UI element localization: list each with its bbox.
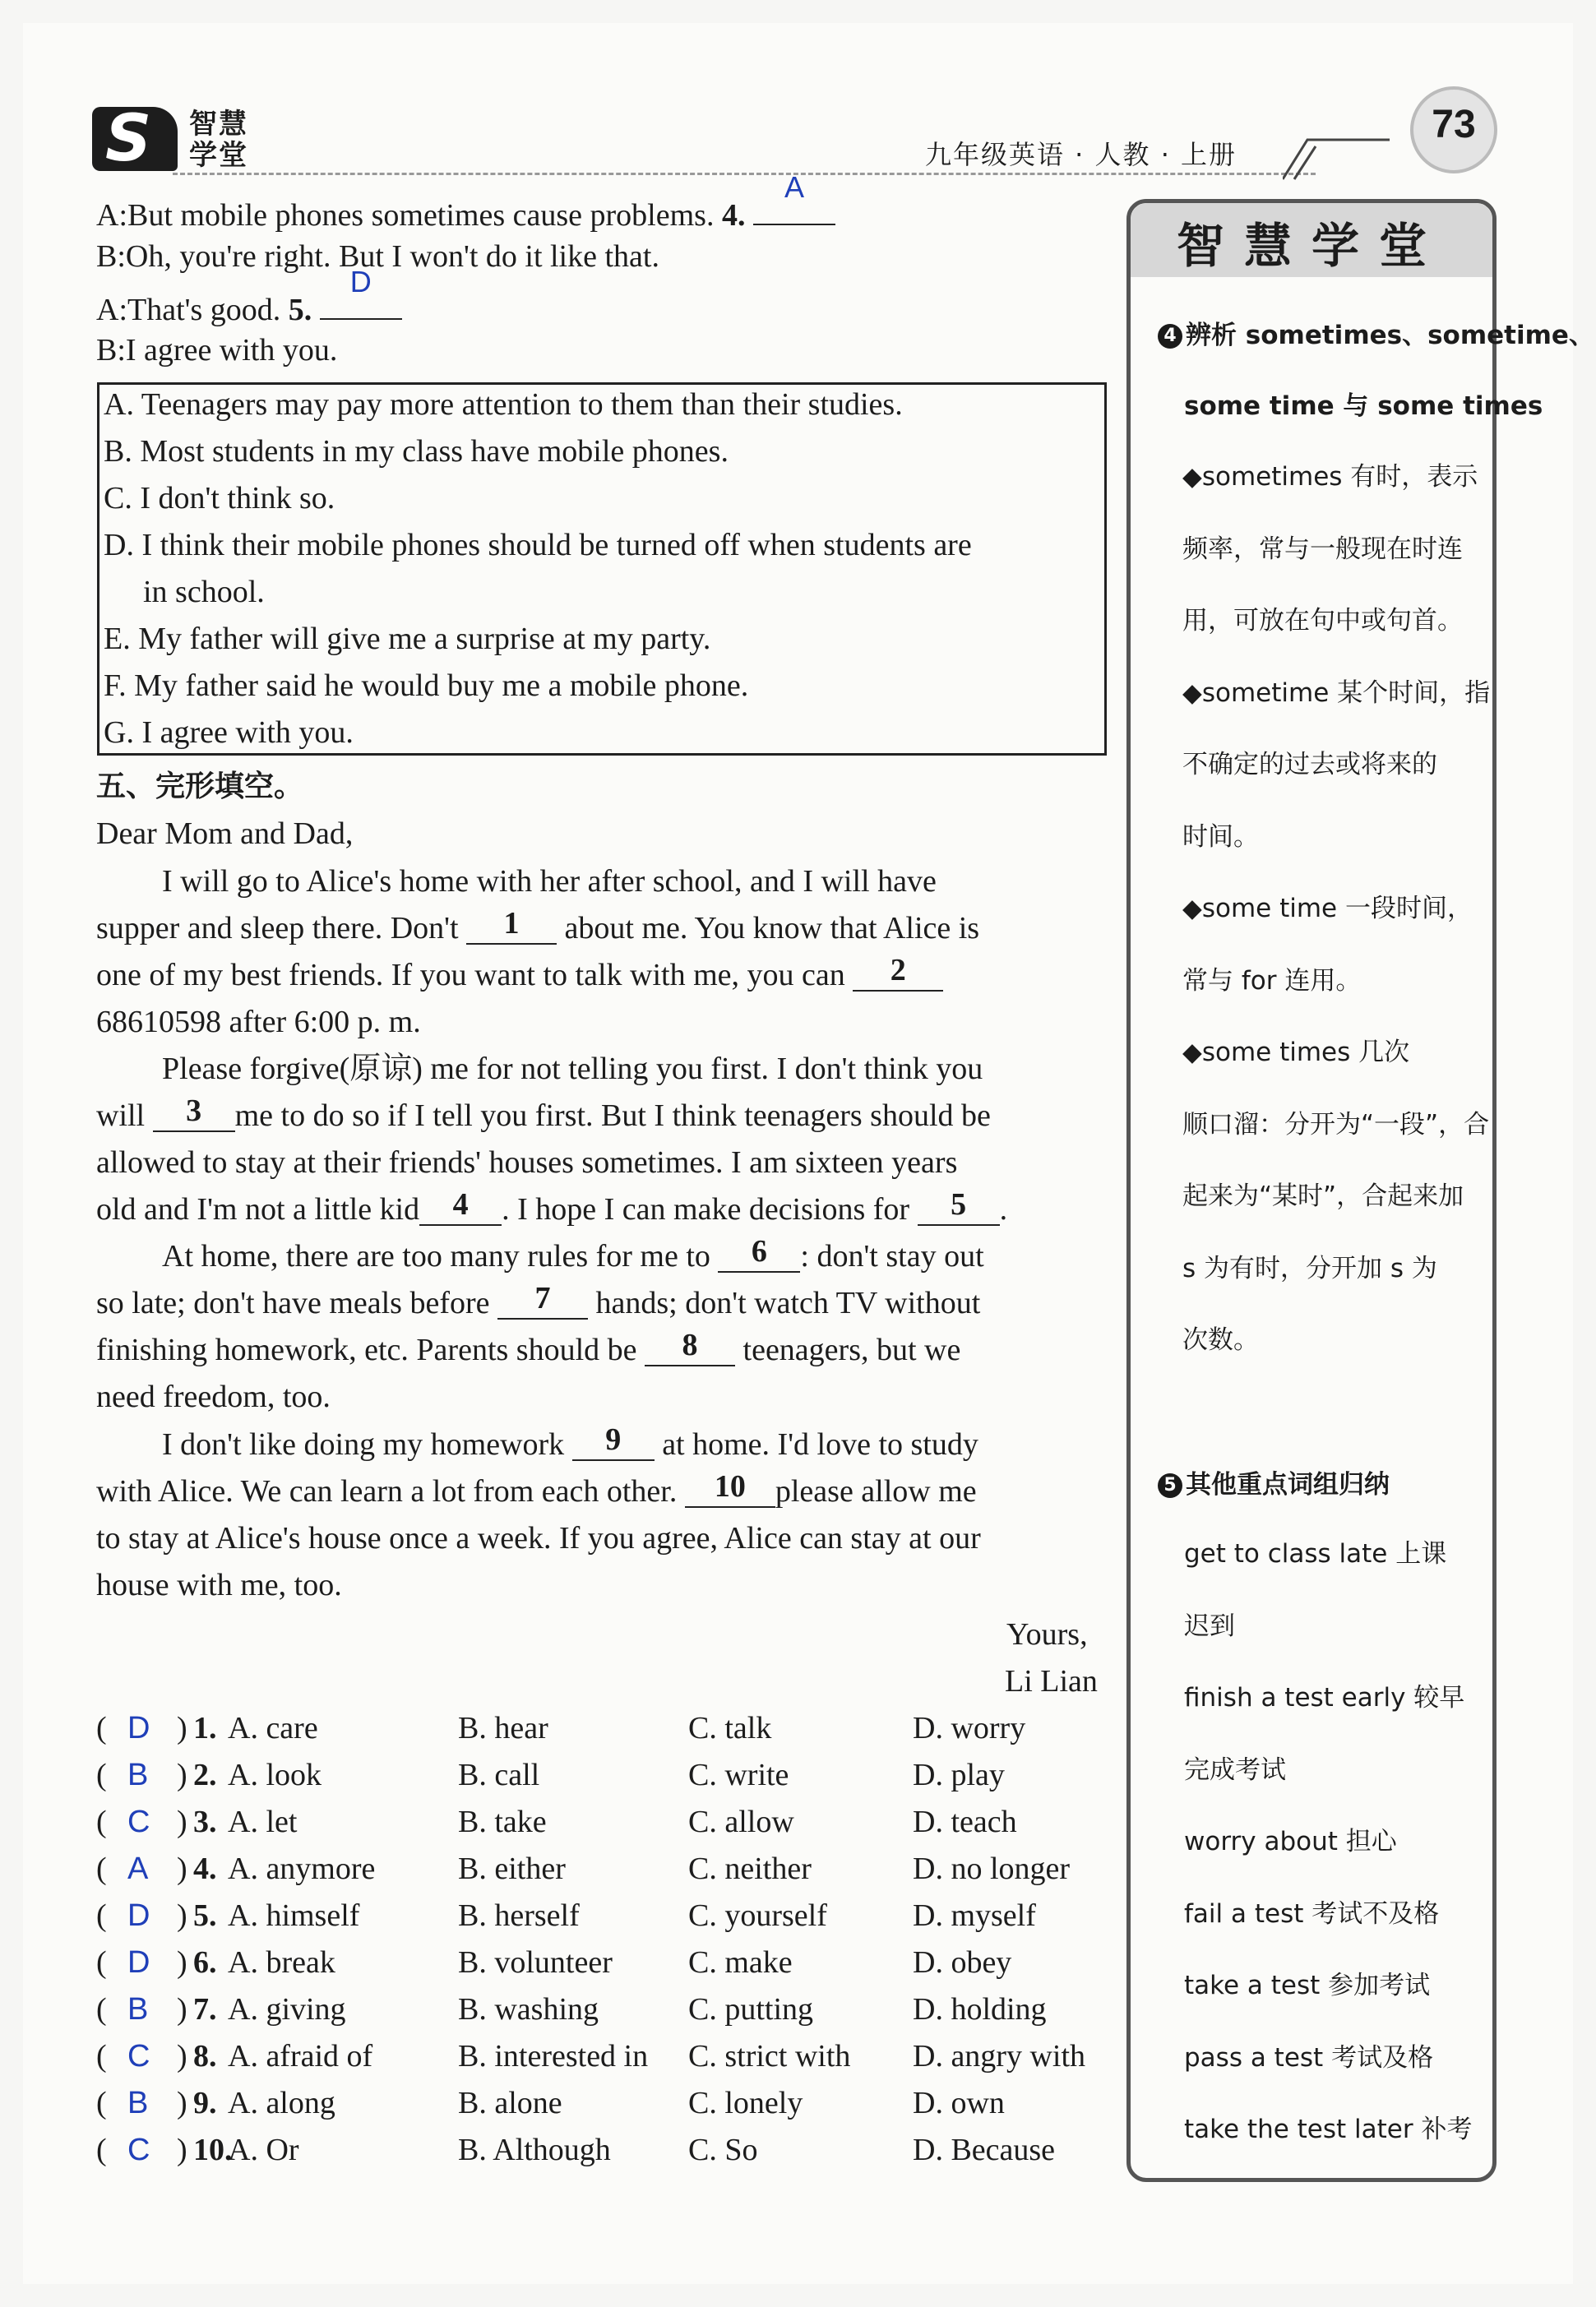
cloze-blank-7[interactable] <box>497 1281 588 1320</box>
choice-a: A. Teenagers may pay more attention to them than their studies. <box>104 387 903 422</box>
note-4-line: s 为有时，分开加 s 为 <box>1182 1253 1437 1283</box>
page-number: 73 <box>1432 103 1476 146</box>
choice-d-continued: in school. <box>143 575 265 609</box>
option-a[interactable]: A. break <box>228 1945 335 1980</box>
text: teenagers, but we <box>742 1333 961 1367</box>
option-d[interactable]: D. holding <box>913 1992 1047 2027</box>
option-a[interactable]: A. look <box>228 1758 322 1792</box>
number-marker-icon: 4 <box>1158 324 1182 349</box>
text: . I hope I can make decisions for <box>502 1192 910 1227</box>
option-b[interactable]: B. herself <box>458 1898 580 1933</box>
text: so late; don't have meals before <box>96 1286 490 1320</box>
answer-value: A <box>784 170 804 204</box>
blank-number: 2 <box>890 953 906 987</box>
option-d[interactable]: D. Because <box>913 2133 1056 2167</box>
text: I don't like doing my homework <box>162 1427 565 1462</box>
p2-line-2 <box>96 1093 991 1134</box>
option-c[interactable]: C. lonely <box>688 2086 803 2120</box>
p4-line-4: house with me, too. <box>96 1568 342 1602</box>
option-b[interactable]: B. either <box>458 1852 566 1886</box>
note-5-line: pass a test 考试及格 <box>1184 2042 1434 2073</box>
text: with Alice. We can learn a lot from each other. <box>96 1474 678 1509</box>
blank-number: 7 <box>534 1281 551 1315</box>
answer-blank-4[interactable] <box>753 170 835 225</box>
option-a[interactable]: A. along <box>228 2086 335 2120</box>
cloze-blank-8[interactable] <box>645 1328 735 1366</box>
text: about me. You know that Alice is <box>564 911 980 945</box>
bracket: ) <box>177 1852 187 1886</box>
answer-value[interactable]: A <box>127 1852 149 1886</box>
option-b[interactable]: B. alone <box>458 2086 562 2120</box>
section-title: 五、完形填空。 <box>96 770 304 803</box>
signature: Li Lian <box>1005 1664 1098 1699</box>
note-4-line: 次数。 <box>1182 1325 1259 1355</box>
bracket: ) <box>177 2086 187 2120</box>
option-b[interactable]: B. volunteer <box>458 1945 613 1980</box>
bracket: ) <box>177 1711 187 1745</box>
question-number: 4. <box>193 1852 217 1886</box>
cloze-blank-2[interactable] <box>853 953 943 992</box>
option-c[interactable]: C. So <box>688 2133 758 2167</box>
bracket: ) <box>177 1945 187 1980</box>
dialogue-line-1 <box>96 170 835 233</box>
blank-number: 4 <box>452 1187 469 1222</box>
blank-number: 10 <box>714 1469 746 1504</box>
note-5-line: take a test 参加考试 <box>1184 1971 1431 2000</box>
answer-value[interactable]: C <box>127 1805 150 1839</box>
note-5-line: 完成考试 <box>1184 1755 1286 1785</box>
bracket: ) <box>177 2133 187 2167</box>
p3-line-2 <box>96 1281 981 1321</box>
note-4-title-continued: some time 与 some times <box>1184 391 1543 421</box>
bracket: ( <box>96 2133 107 2167</box>
choice-g: G. I agree with you. <box>104 715 354 750</box>
cloze-blank-6[interactable] <box>718 1234 800 1273</box>
question-number: 7. <box>193 1992 217 2027</box>
option-d[interactable]: D. worry <box>913 1711 1026 1745</box>
option-b[interactable]: B. washing <box>458 1992 599 2027</box>
question-number: 6. <box>193 1945 217 1980</box>
note-4-line: ◆some times 几次 <box>1182 1038 1410 1067</box>
bracket: ( <box>96 2039 107 2074</box>
p1-line-1: I will go to Alice's home with her after school, and I will have <box>162 864 937 899</box>
option-c[interactable]: C. write <box>688 1758 789 1792</box>
text: at home. I'd love to study <box>662 1427 978 1462</box>
bracket: ) <box>177 2039 187 2074</box>
option-d[interactable]: D. no longer <box>913 1852 1071 1886</box>
choice-c: C. I don't think so. <box>104 481 335 515</box>
note-5-line: finish a test early 较早 <box>1184 1683 1465 1713</box>
text: please allow me <box>775 1474 977 1509</box>
bracket: ( <box>96 1758 107 1792</box>
p3-line-4: need freedom, too. <box>96 1380 331 1414</box>
option-c[interactable]: C. make <box>688 1945 793 1980</box>
answer-value: D <box>349 265 372 298</box>
p1-line-2 <box>96 906 980 946</box>
text: 辨析 sometimes、sometime、 <box>1186 321 1594 350</box>
text: . <box>999 1192 1008 1227</box>
cloze-blank-10[interactable] <box>685 1469 775 1508</box>
option-d[interactable]: D. angry with <box>913 2039 1086 2074</box>
sidebar-title: 智慧学堂 <box>1176 218 1446 274</box>
blank-number: 8 <box>682 1328 698 1362</box>
header-subject: 九年级英语 · 人教 · 上册 <box>925 139 1237 170</box>
dialogue-text: A:That's good. <box>96 293 281 327</box>
option-b[interactable]: B. call <box>458 1758 540 1792</box>
option-d[interactable]: D. play <box>913 1758 1005 1792</box>
choice-e: E. My father will give me a surprise at my party. <box>104 622 711 656</box>
option-a[interactable]: A. giving <box>228 1992 346 2027</box>
p2-line-1: Please forgive(原谅) me for not telling you first. I don't think you <box>162 1052 983 1086</box>
dialogue-text: B:Oh, you're right. But I won't do it like that. <box>96 239 659 274</box>
cloze-blank-4[interactable] <box>419 1187 502 1226</box>
bracket: ( <box>96 2086 107 2120</box>
bracket: ) <box>177 1992 187 2027</box>
question-number: 10. <box>193 2133 233 2167</box>
answer-value[interactable]: C <box>127 2133 150 2167</box>
note-4-line: 时间。 <box>1182 821 1259 852</box>
question-number: 8. <box>193 2039 217 2074</box>
question-number: 1. <box>193 1711 217 1745</box>
note-4-line: ◆sometime 某个时间，指 <box>1182 677 1491 708</box>
answer-value[interactable]: D <box>127 1711 150 1745</box>
option-c[interactable]: C. putting <box>688 1992 814 2027</box>
bracket: ( <box>96 1992 107 2027</box>
option-c[interactable]: C. talk <box>688 1711 772 1745</box>
note-5-line: get to class late 上课 <box>1184 1539 1447 1569</box>
question-number: 4. <box>721 198 746 233</box>
note-5-line: worry about 担心 <box>1184 1827 1397 1856</box>
cloze-blank-9[interactable] <box>572 1422 655 1461</box>
p4-line-1 <box>162 1422 978 1463</box>
option-a[interactable]: A. afraid of <box>228 2039 373 2074</box>
bracket: ( <box>96 1898 107 1933</box>
header-dashed-divider <box>173 173 1316 175</box>
blank-number: 6 <box>751 1234 767 1269</box>
note-4-line: ◆some time 一段时间， <box>1182 894 1473 923</box>
text: At home, there are too many rules for me to <box>162 1239 710 1274</box>
note-4-line: ◆sometimes 有时，表示 <box>1182 462 1478 492</box>
note-4-line: 常与 for 连用。 <box>1182 965 1362 996</box>
logo-text: 智慧学堂 <box>189 108 248 172</box>
bracket: ( <box>96 1805 107 1839</box>
answer-value[interactable]: B <box>127 1992 149 2027</box>
note-4-line: 用，可放在句中或句首。 <box>1182 606 1463 636</box>
cloze-blank-5[interactable] <box>918 1187 1000 1226</box>
note-5-line: take the test later 补考 <box>1184 2115 1473 2144</box>
text: old and I'm not a little kid <box>96 1192 420 1227</box>
bracket: ( <box>96 1945 107 1980</box>
answer-value[interactable]: C <box>127 2039 150 2074</box>
bracket: ) <box>177 1898 187 1933</box>
bracket: ( <box>96 1852 107 1886</box>
option-d[interactable]: D. teach <box>913 1805 1017 1839</box>
option-a[interactable]: A. Or <box>228 2133 299 2167</box>
option-b[interactable]: B. Although <box>458 2133 611 2167</box>
answer-value[interactable]: B <box>127 2086 149 2120</box>
choice-d: D. I think their mobile phones should be turned off when students are <box>104 528 972 562</box>
choice-f: F. My father said he would buy me a mobile phone. <box>104 668 749 703</box>
question-number: 3. <box>193 1805 217 1839</box>
note-4-line: 不确定的过去或将来的 <box>1182 750 1437 779</box>
bracket: ( <box>96 1711 107 1745</box>
note-5-line: fail a test 考试不及格 <box>1184 1898 1440 1929</box>
bracket: ) <box>177 1805 187 1839</box>
option-d[interactable]: D. own <box>913 2086 1005 2120</box>
p4-line-2 <box>96 1469 977 1509</box>
logo-s-glyph: S <box>105 102 152 176</box>
text: will <box>96 1098 146 1133</box>
p3-line-1 <box>162 1234 984 1274</box>
text: hands; don't watch TV without <box>595 1286 981 1320</box>
option-b[interactable]: B. hear <box>458 1711 548 1745</box>
note-4-title <box>1158 319 1594 352</box>
text: finishing homework, etc. Parents should be <box>96 1333 637 1367</box>
option-c[interactable]: C. yourself <box>688 1898 827 1933</box>
blank-number: 9 <box>605 1422 622 1457</box>
dialogue-line-3 <box>96 265 402 328</box>
option-a[interactable]: A. anymore <box>228 1852 376 1886</box>
dialogue-line-4 <box>96 332 337 368</box>
note-5-title <box>1158 1468 1390 1501</box>
option-c[interactable]: C. allow <box>688 1805 794 1839</box>
option-c[interactable]: C. strict with <box>688 2039 851 2074</box>
note-4-line: 起来为“某时”，合起来加 <box>1182 1181 1464 1211</box>
p1-line-3 <box>96 953 943 993</box>
p2-line-4 <box>96 1187 1008 1227</box>
answer-value[interactable]: D <box>127 1898 150 1933</box>
dialogue-text: A:But mobile phones sometimes cause problems. <box>96 198 715 233</box>
cloze-blank-1[interactable] <box>466 906 557 945</box>
option-a[interactable]: A. himself <box>228 1898 360 1933</box>
p4-line-3: to stay at Alice's house once a week. If you agree, Alice can stay at our <box>96 1521 981 1556</box>
note-5-line: 迟到 <box>1184 1611 1235 1641</box>
salutation: Dear Mom and Dad, <box>96 816 354 851</box>
note-4-line: 频率，常与一般现在时连 <box>1182 534 1463 564</box>
option-b[interactable]: B. interested in <box>458 2039 649 2074</box>
p3-line-3 <box>96 1328 961 1368</box>
option-a[interactable]: A. let <box>228 1805 298 1839</box>
option-a[interactable]: A. care <box>228 1711 318 1745</box>
note-4-line: 顺口溜：分开为“一段”，合 <box>1182 1109 1490 1140</box>
blank-number: 5 <box>951 1187 967 1222</box>
option-c[interactable]: C. neither <box>688 1852 812 1886</box>
question-number: 9. <box>193 2086 217 2120</box>
closing: Yours, <box>1006 1617 1088 1652</box>
header-slash-decoration <box>1283 132 1390 181</box>
bracket: ) <box>177 1758 187 1792</box>
text: 其他重点词组归纳 <box>1186 1470 1390 1500</box>
p2-line-3: allowed to stay at their friends' houses sometimes. I am sixteen years <box>96 1145 958 1180</box>
question-number: 5. <box>288 293 312 327</box>
blank-number: 3 <box>186 1093 202 1128</box>
answer-value[interactable]: D <box>127 1945 150 1980</box>
option-d[interactable]: D. obey <box>913 1945 1012 1980</box>
option-b[interactable]: B. take <box>458 1805 547 1839</box>
question-number: 5. <box>193 1898 217 1933</box>
dialogue-text: B:I agree with you. <box>96 333 338 368</box>
blank-number: 1 <box>503 906 520 941</box>
text: one of my best friends. If you want to talk with me, you can <box>96 958 845 992</box>
option-d[interactable]: D. myself <box>913 1898 1036 1933</box>
number-marker-icon: 5 <box>1158 1473 1182 1498</box>
text: supper and sleep there. Don't <box>96 911 459 945</box>
cloze-blank-3[interactable] <box>153 1093 235 1132</box>
text: : don't stay out <box>800 1239 984 1274</box>
text: me to do so if I tell you first. But I think teenagers should be <box>234 1098 991 1133</box>
answer-value[interactable]: B <box>127 1758 149 1792</box>
p1-line-4: 68610598 after 6:00 p. m. <box>96 1005 421 1039</box>
answer-blank-5[interactable] <box>320 265 402 320</box>
question-number: 2. <box>193 1758 217 1792</box>
choice-b: B. Most students in my class have mobile phones. <box>104 434 729 469</box>
